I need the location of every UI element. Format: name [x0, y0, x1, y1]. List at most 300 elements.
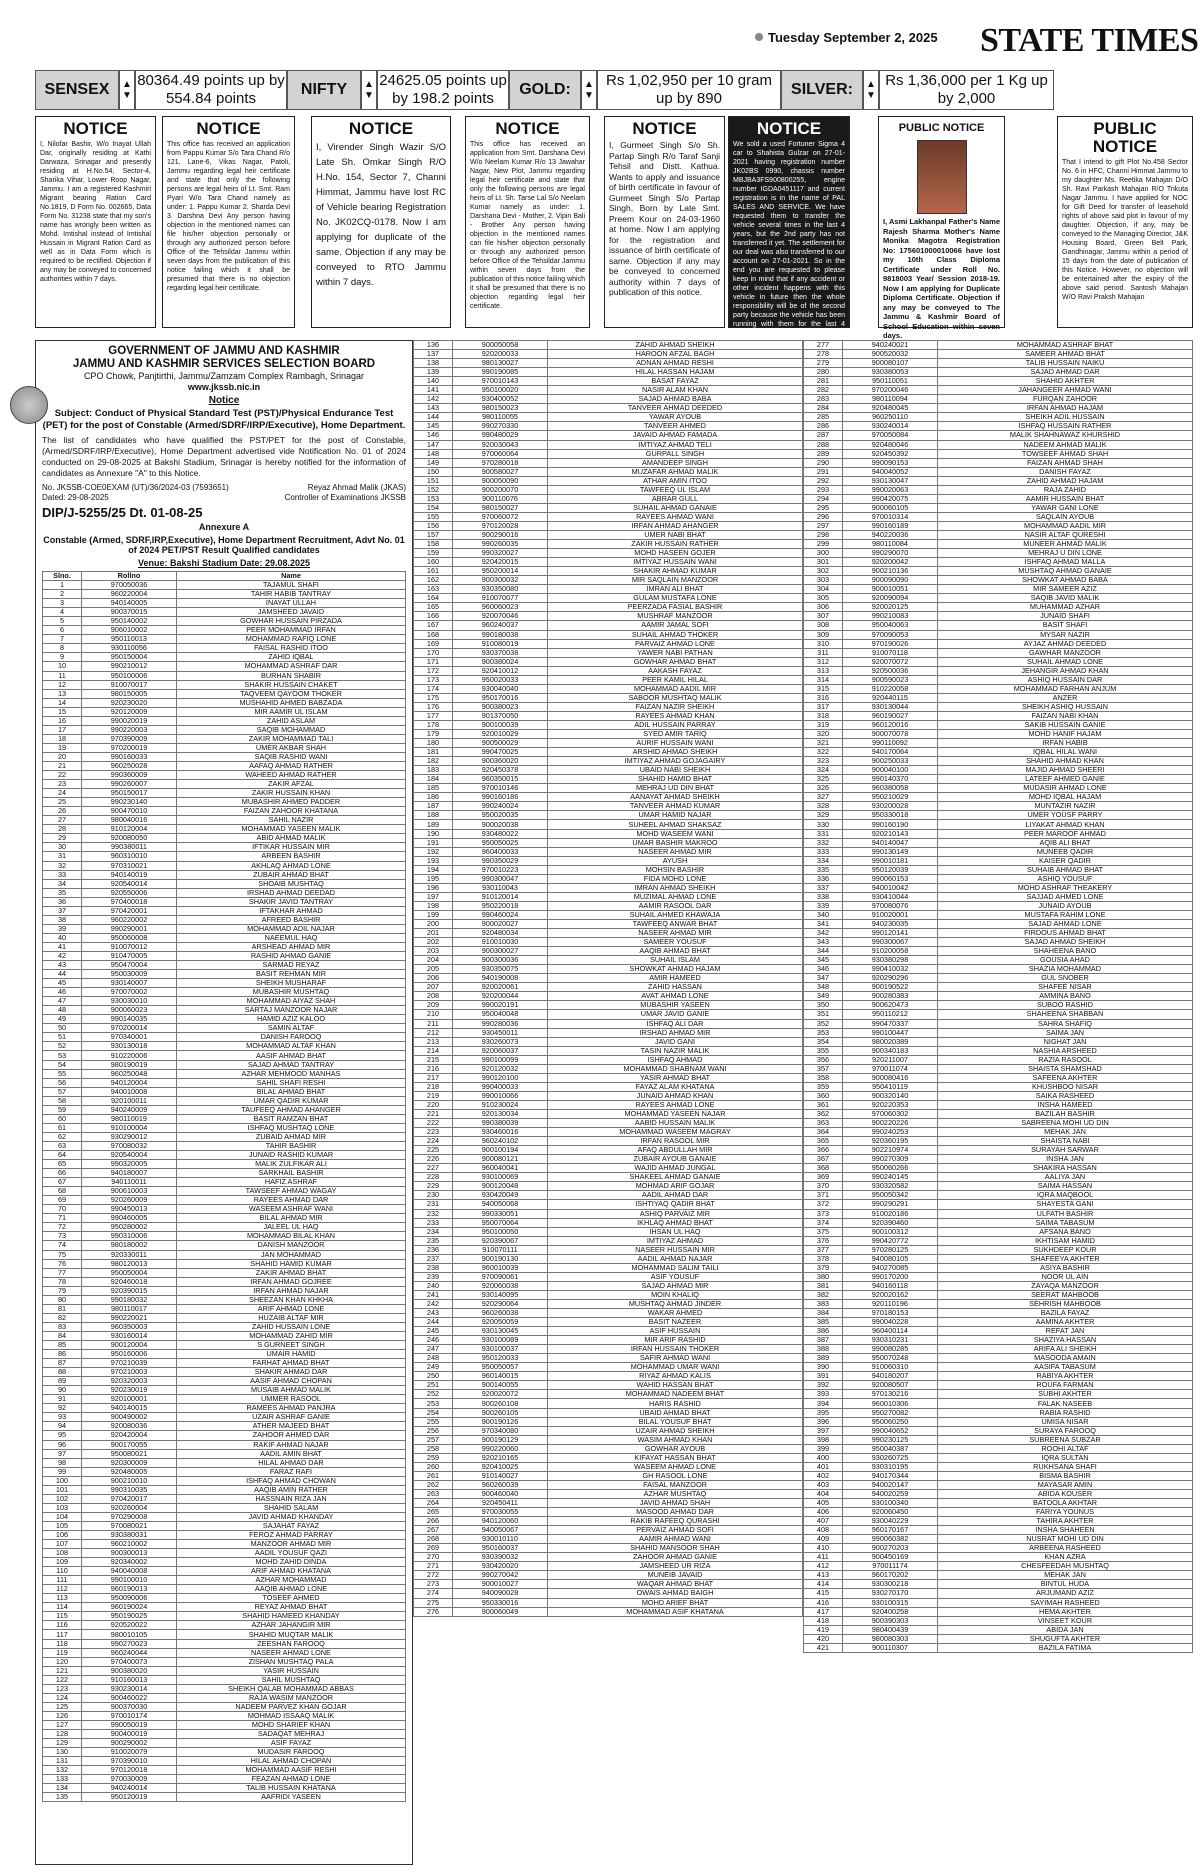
table-row — [804, 920, 1193, 929]
roll-number: 990270309 — [843, 1155, 938, 1164]
candidate-name: SUHEEL AHMAD SHAKSAZ — [548, 820, 803, 829]
serial-number: 133 — [43, 1775, 82, 1784]
serial-number: 2 — [43, 590, 82, 599]
serial-number: 256 — [414, 1426, 453, 1435]
roll-number: 970060072 — [453, 512, 548, 521]
table-row — [43, 1422, 406, 1431]
candidate-name: MOHAMMAD YASEEN MALIK — [177, 825, 406, 834]
annexure-venue: Venue: Bakshi Stadium Date: 29.08.2025 — [137, 557, 311, 568]
serial-number: 198 — [414, 901, 453, 910]
table-row — [804, 1299, 1193, 1308]
candidate-name: MUSHRAF MANZOOR — [548, 612, 803, 621]
serial-number: 205 — [414, 965, 453, 974]
candidate-name: ISHFAQ AHMAD CHOWAN — [177, 1476, 406, 1485]
table-row — [804, 892, 1193, 901]
serial-number: 246 — [414, 1336, 453, 1345]
candidate-name: TOSEEF AHMED — [177, 1594, 406, 1603]
serial-number: 252 — [414, 1390, 453, 1399]
table-row — [804, 458, 1193, 467]
candidate-name: SUHAIL AHMAD GANAIE — [548, 503, 803, 512]
table-row — [804, 784, 1193, 793]
roll-number: 960400114 — [843, 1327, 938, 1336]
table-row — [804, 1064, 1193, 1073]
candidate-name: ZAHID AHMAD SHEIKH — [548, 341, 803, 350]
table-row — [43, 1630, 406, 1639]
roll-number: 940040008 — [82, 1567, 177, 1576]
serial-number: 395 — [804, 1408, 843, 1417]
serial-number: 170 — [414, 648, 453, 657]
table-row — [804, 485, 1193, 494]
roll-number: 940090028 — [453, 1589, 548, 1598]
roll-number: 930040040 — [453, 684, 548, 693]
serial-number: 65 — [43, 1160, 82, 1169]
serial-number: 11 — [43, 671, 82, 680]
roll-number: 900460040 — [453, 1489, 548, 1498]
serial-number: 371 — [804, 1191, 843, 1200]
roll-number: 920220353 — [843, 1100, 938, 1109]
serial-number: 185 — [414, 784, 453, 793]
serial-number: 48 — [43, 1006, 82, 1015]
table-row — [414, 440, 803, 449]
roll-number: 930110043 — [453, 883, 548, 892]
notice-title: NOTICE — [196, 119, 261, 138]
table-row — [414, 874, 803, 883]
silver-label: SILVER: — [781, 70, 863, 110]
table-row — [43, 1286, 406, 1295]
serial-number: 108 — [43, 1549, 82, 1558]
table-row — [804, 377, 1193, 386]
roll-number: 930290012 — [82, 1132, 177, 1141]
serial-number: 46 — [43, 988, 82, 997]
candidate-name: RAKIF AHMAD NAJAR — [177, 1440, 406, 1449]
roll-number: 960190024 — [82, 1603, 177, 1612]
serial-number: 238 — [414, 1263, 453, 1272]
roll-number: 950120019 — [82, 1793, 177, 1802]
notice-body: That I intend to gift Plot No.458 Sector No. 6 in HFC, Channi Himmat Jammu to my daughter Ms. Reetika Mahajan D/O Sh. Ravi Parkash Mahajan R/O Trikuta Nagar Jammu. I have applied for NOC for Gift Deed for transfer of leasehold rights of above said plot in favour of my daughter. Objection, if any, may be conveyed to the Managing Director, J&K Housing Board, Green Belt Park, Gandhinagar, Jammu within a period of 15 days from the date of publication of this Notice. However, no objection will be entertained after the expiry of the above said period. Santosh Mahajan W/O Ravi Praksh Mahajan — [1062, 159, 1188, 301]
table-row — [43, 1693, 406, 1702]
roll-number: 910020079 — [82, 1748, 177, 1757]
table-row — [414, 341, 803, 350]
table-row — [43, 1359, 406, 1368]
roll-number: 990270023 — [82, 1639, 177, 1648]
table-row — [804, 802, 1193, 811]
candidate-name: SUHAIL AHMAD THOKER — [548, 630, 803, 639]
roll-number: 900280383 — [843, 992, 938, 1001]
table-row — [414, 1535, 803, 1544]
roll-number: 950270082 — [843, 1408, 938, 1417]
serial-number: 317 — [804, 702, 843, 711]
roll-number: 920290296 — [843, 974, 938, 983]
table-row — [414, 1254, 803, 1263]
roll-number: 900610003 — [82, 1187, 177, 1196]
table-row — [43, 1748, 406, 1757]
table-row — [414, 657, 803, 666]
candidate-name: ARBEENA RASHEED — [938, 1544, 1193, 1553]
roll-number: 910070077 — [453, 594, 548, 603]
roll-number: 920210165 — [453, 1453, 548, 1462]
candidate-name: IRFAN AHMAD AHANGER — [548, 521, 803, 530]
table-row — [804, 1128, 1193, 1137]
candidate-name: PERVAIZ AHMAD SOFI — [548, 1526, 803, 1535]
table-row — [43, 1304, 406, 1313]
roll-number: 930040229 — [843, 1517, 938, 1526]
serial-number: 34 — [43, 879, 82, 888]
roll-number: 940010042 — [843, 883, 938, 892]
serial-number: 80 — [43, 1295, 82, 1304]
roll-number: 990210012 — [82, 662, 177, 671]
roll-number: 900060023 — [82, 1006, 177, 1015]
candidate-name: SUHAIL AHMAD LONE — [938, 657, 1193, 666]
table-row — [414, 1119, 803, 1128]
roll-number: 990460024 — [453, 910, 548, 919]
candidate-name: MUZAFAR AHMAD MALIK — [548, 467, 803, 476]
candidate-name: AVAT AHMAD LONE — [548, 992, 803, 1001]
roll-number: 970190026 — [843, 639, 938, 648]
serial-number: 195 — [414, 874, 453, 883]
candidate-name: MUNTAZIR NAZIR — [938, 802, 1193, 811]
candidate-name: AAQIB AHMAD LONE — [177, 1585, 406, 1594]
roll-number: 960210002 — [82, 1540, 177, 1549]
candidate-name: DANISH FAROOQ — [177, 1033, 406, 1042]
table-row — [414, 494, 803, 503]
serial-number: 416 — [804, 1598, 843, 1607]
serial-number: 36 — [43, 897, 82, 906]
table-row — [43, 1340, 406, 1349]
candidate-name: SURAYA FAROOQ — [938, 1426, 1193, 1435]
candidate-name: ZAKIR HUSSAIN KHAN — [177, 789, 406, 798]
table-row — [43, 626, 406, 635]
roll-number: 900590023 — [843, 675, 938, 684]
serial-number: 242 — [414, 1299, 453, 1308]
serial-number: 103 — [43, 1503, 82, 1512]
table-row — [414, 1128, 803, 1137]
table-row — [804, 467, 1193, 476]
serial-number: 294 — [804, 494, 843, 503]
serial-number: 38 — [43, 915, 82, 924]
table-row — [804, 1489, 1193, 1498]
roll-number: 900260105 — [453, 1408, 548, 1417]
candidate-name: MIR SAQLAIN MANZOOR — [548, 576, 803, 585]
table-row — [804, 1227, 1193, 1236]
roll-number: 920200042 — [843, 558, 938, 567]
roll-number: 900290016 — [453, 530, 548, 539]
candidate-name: ZAHOOR AHMED DAR — [177, 1431, 406, 1440]
roll-number: 920130034 — [453, 1109, 548, 1118]
table-row — [43, 1350, 406, 1359]
serial-number: 396 — [804, 1417, 843, 1426]
roll-number: 900060105 — [843, 503, 938, 512]
candidate-name: RUKHSANA SHAFI — [938, 1462, 1193, 1471]
roll-number: 940010008 — [82, 1087, 177, 1096]
candidate-name: MOHSIN BASHIR — [548, 865, 803, 874]
table-row — [43, 1042, 406, 1051]
serial-number: 196 — [414, 883, 453, 892]
table-row — [414, 458, 803, 467]
serial-number: 361 — [804, 1100, 843, 1109]
roll-number: 950190025 — [82, 1612, 177, 1621]
serial-number: 79 — [43, 1286, 82, 1295]
candidate-name: ASHIQ PARVAIZ MIR — [548, 1209, 803, 1218]
roll-number: 900100194 — [453, 1146, 548, 1155]
table-row — [804, 1100, 1193, 1109]
table-row — [414, 476, 803, 485]
table-row — [414, 920, 803, 929]
roll-number: 970400073 — [82, 1657, 177, 1666]
serial-number: 280 — [804, 368, 843, 377]
candidate-name: UZAIR AHMAD SHEIKH — [548, 1426, 803, 1435]
table-row — [43, 1132, 406, 1141]
roll-number: 930010110 — [453, 1535, 548, 1544]
table-row — [43, 1657, 406, 1666]
roll-number: 980150027 — [453, 503, 548, 512]
candidate-name: ROOHI ALTAF — [938, 1444, 1193, 1453]
serial-number: 365 — [804, 1137, 843, 1146]
serial-number: 386 — [804, 1327, 843, 1336]
serial-number: 304 — [804, 585, 843, 594]
table-row — [414, 1182, 803, 1191]
candidate-name: SHAZIYA HASSAN — [938, 1336, 1193, 1345]
serial-number: 224 — [414, 1137, 453, 1146]
roll-number: 900190126 — [453, 1417, 548, 1426]
roll-number: 960220004 — [82, 590, 177, 599]
candidate-name: MOHAMMAD YASEEN NAJAR — [548, 1109, 803, 1118]
table-row — [414, 1318, 803, 1327]
candidate-name: UMER YOUSF PARRY — [938, 811, 1193, 820]
table-row — [43, 707, 406, 716]
candidate-name: FARAZ RAFI — [177, 1467, 406, 1476]
serial-number: 215 — [414, 1055, 453, 1064]
candidate-name: SAHIL NAZIR — [177, 816, 406, 825]
roll-number: 900220226 — [843, 1119, 938, 1128]
roll-number: 970011074 — [843, 1064, 938, 1073]
serial-number: 26 — [43, 807, 82, 816]
table-row — [414, 1272, 803, 1281]
roll-number: 920330011 — [82, 1250, 177, 1259]
roll-number: 920450411 — [453, 1499, 548, 1508]
candidate-name: MOHD WASEEM WANI — [548, 829, 803, 838]
board-heading: JAMMU AND KASHMIR SERVICES SELECTION BOARD — [72, 358, 376, 370]
table-row — [414, 965, 803, 974]
table-row — [43, 1639, 406, 1648]
roll-number: 930260725 — [843, 1453, 938, 1462]
candidate-name: FAIZAN NAZIR SHEIKH — [548, 702, 803, 711]
roll-number: 990210083 — [843, 612, 938, 621]
serial-number: 9 — [43, 653, 82, 662]
roll-number: 990120141 — [843, 929, 938, 938]
roll-number: 980190019 — [82, 1060, 177, 1069]
serial-number: 355 — [804, 1046, 843, 1055]
table-row — [414, 1309, 803, 1318]
candidate-name: ATHAR AMIN ITOO — [548, 476, 803, 485]
roll-number: 910220006 — [82, 1051, 177, 1060]
table-row — [414, 558, 803, 567]
table-row — [804, 1173, 1193, 1182]
serial-number: 405 — [804, 1499, 843, 1508]
table-row — [43, 1549, 406, 1558]
candidate-name: IMTIYAZ AHMAD TELI — [548, 440, 803, 449]
roll-number: 990360009 — [82, 771, 177, 780]
roll-number: 920080036 — [82, 1422, 177, 1431]
table-row — [804, 404, 1193, 413]
notice-title: PUBLIC NOTICE — [1092, 119, 1158, 156]
serial-number: 147 — [414, 440, 453, 449]
serial-number: 85 — [43, 1340, 82, 1349]
roll-number: 990010181 — [843, 856, 938, 865]
candidate-name: FAISAL RASHID ITOO — [177, 644, 406, 653]
roll-number: 950160006 — [82, 1350, 177, 1359]
serial-number: 348 — [804, 983, 843, 992]
roll-number: 900380024 — [453, 657, 548, 666]
table-row — [43, 1151, 406, 1160]
roll-number: 900520032 — [843, 350, 938, 359]
table-row — [414, 1435, 803, 1444]
serial-number: 120 — [43, 1657, 82, 1666]
candidate-name: IKHTISAM HAMID — [938, 1236, 1193, 1245]
roll-number: 910060310 — [843, 1363, 938, 1372]
serial-number: 262 — [414, 1480, 453, 1489]
serial-number: 297 — [804, 521, 843, 530]
roll-number: 910080019 — [453, 639, 548, 648]
serial-number: 167 — [414, 621, 453, 630]
roll-number: 930460016 — [453, 1128, 548, 1137]
table-row — [804, 1109, 1193, 1118]
serial-number: 378 — [804, 1254, 843, 1263]
table-row — [414, 856, 803, 865]
signatory-name: Reyaz Ahmad Malik (JKAS) — [307, 483, 406, 492]
table-row — [414, 603, 803, 612]
serial-number: 33 — [43, 870, 82, 879]
roll-number: 900390303 — [843, 1616, 938, 1625]
candidate-name: JAVID AHMAD KHANDAY — [177, 1512, 406, 1521]
serial-number: 373 — [804, 1209, 843, 1218]
serial-number: 101 — [43, 1485, 82, 1494]
table-row — [804, 1091, 1193, 1100]
candidate-name: IRFAN AHMAD GOJREE — [177, 1277, 406, 1286]
roll-number: 980400439 — [843, 1625, 938, 1634]
roll-number: 990180032 — [82, 1295, 177, 1304]
roll-number: 900400019 — [82, 1730, 177, 1739]
candidate-name: MOHAMMAD BILAL KHAN — [177, 1232, 406, 1241]
candidate-name: MOHAMMAD ASIF KHATANA — [548, 1607, 803, 1616]
serial-number: 415 — [804, 1589, 843, 1598]
table-row — [804, 1119, 1193, 1128]
serial-number: 248 — [414, 1354, 453, 1363]
roll-number: 920120009 — [82, 707, 177, 716]
roll-number: 920520022 — [82, 1621, 177, 1630]
candidate-name: SAJAD AHMAD SHEIKH — [938, 938, 1193, 947]
serial-number: 149 — [414, 458, 453, 467]
serial-number: 289 — [804, 449, 843, 458]
roll-number: 960040041 — [453, 1164, 548, 1173]
candidate-name: SHAKIRA HASSAN — [938, 1164, 1193, 1173]
roll-number: 920360195 — [843, 1137, 938, 1146]
serial-number: 308 — [804, 621, 843, 630]
serial-number: 340 — [804, 910, 843, 919]
serial-number: 59 — [43, 1105, 82, 1114]
table-row — [43, 1594, 406, 1603]
serial-number: 223 — [414, 1128, 453, 1137]
table-row — [414, 1372, 803, 1381]
roll-number: 930300218 — [843, 1580, 938, 1589]
table-row — [804, 1354, 1193, 1363]
roll-number: 990270330 — [453, 422, 548, 431]
roll-number: 990470337 — [843, 1019, 938, 1028]
candidate-name: SHEIKH ASHIQ HUSSAIN — [938, 702, 1193, 711]
roll-number: 990400033 — [453, 1082, 548, 1091]
candidate-name: JAHANGEER AHMAD WANI — [938, 386, 1193, 395]
candidate-name: AURIF HUSSAIN WANI — [548, 739, 803, 748]
roll-number: 970280018 — [453, 458, 548, 467]
candidate-name: S GURNEET SINGH — [177, 1340, 406, 1349]
up-down-arrows-icon: ▲ ▼ — [581, 70, 597, 110]
candidate-name: MUBASHIR YASEEN — [548, 1001, 803, 1010]
roll-number: 940270085 — [843, 1263, 938, 1272]
table-row — [804, 684, 1193, 693]
table-row — [804, 1526, 1193, 1535]
table-row — [804, 1363, 1193, 1372]
roll-number: 950120033 — [453, 1354, 548, 1363]
roll-number: 990230140 — [82, 798, 177, 807]
candidate-name: ASIYA BASHIR — [938, 1263, 1193, 1272]
roll-number: 990220060 — [453, 1444, 548, 1453]
table-row — [43, 1467, 406, 1476]
serial-number: 319 — [804, 720, 843, 729]
table-row — [43, 608, 406, 617]
serial-number: 32 — [43, 861, 82, 870]
table-row — [414, 901, 803, 910]
candidate-name: MASOODA AMAIN — [938, 1354, 1193, 1363]
candidate-name: FIDA MOHD LONE — [548, 874, 803, 883]
table-row — [804, 512, 1193, 521]
serial-number: 247 — [414, 1345, 453, 1354]
table-row — [414, 1381, 803, 1390]
table-row — [804, 748, 1193, 757]
table-row — [43, 1711, 406, 1720]
roll-number: 970390009 — [82, 734, 177, 743]
candidate-name: MUSAIB AHMAD MALIK — [177, 1386, 406, 1395]
serial-number: 179 — [414, 730, 453, 739]
table-row — [414, 1517, 803, 1526]
roll-number: 920100001 — [82, 1395, 177, 1404]
roll-number: 900320140 — [843, 1091, 938, 1100]
table-row — [804, 549, 1193, 558]
candidate-name: WAHID HASSAN BHAT — [548, 1381, 803, 1390]
serial-number: 112 — [43, 1585, 82, 1594]
candidate-name: SHAZIA MOHAMMAD — [938, 965, 1193, 974]
table-row — [804, 1480, 1193, 1489]
serial-number: 110 — [43, 1567, 82, 1576]
serial-number: 389 — [804, 1354, 843, 1363]
table-row — [43, 924, 406, 933]
table-row — [804, 693, 1193, 702]
serial-number: 160 — [414, 558, 453, 567]
table-row — [414, 630, 803, 639]
candidate-name: SAIMA TABASUM — [938, 1218, 1193, 1227]
table-row — [804, 503, 1193, 512]
table-row — [43, 1494, 406, 1503]
candidate-name: AADIL AMIN BHAT — [177, 1449, 406, 1458]
serial-number: 163 — [414, 585, 453, 594]
serial-number: 273 — [414, 1580, 453, 1589]
roll-number: 990240024 — [453, 802, 548, 811]
candidate-name: RIYAZ AHMAD KALIS — [548, 1372, 803, 1381]
annexure-subtitle: Constable (Armed, SDRF,IRP,Executive), Home Department Recruitment, Advt No. 01 of 2024 PET/PST Result Qualified candidates — [43, 534, 405, 555]
table-row — [414, 1598, 803, 1607]
serial-number: 357 — [804, 1064, 843, 1073]
table-row — [414, 1471, 803, 1480]
serial-number: 43 — [43, 961, 82, 970]
roll-number: 950080021 — [82, 1449, 177, 1458]
